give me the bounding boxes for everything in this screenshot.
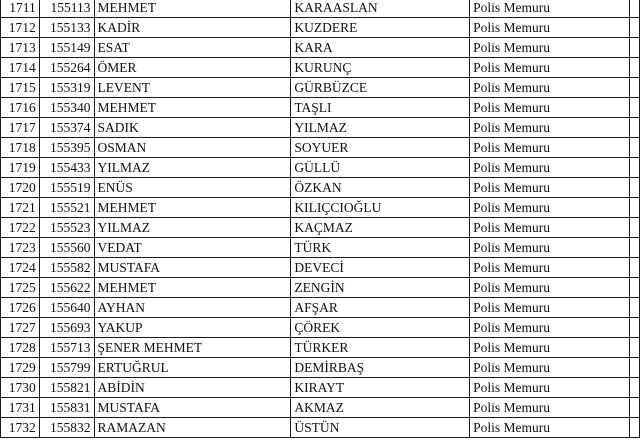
first-name-cell: MEHMET <box>94 98 291 118</box>
last-name-cell: DEMİRBAŞ <box>291 358 470 378</box>
table-row <box>1 118 640 138</box>
position-cell: Polis Memuru <box>470 138 630 158</box>
last-name-cell: ZENGİN <box>291 278 470 298</box>
first-name-cell: ŞENER MEHMET <box>94 338 291 358</box>
row-number-cell: 1728 <box>1 338 40 358</box>
row-number-cell: 1718 <box>1 138 40 158</box>
registry-number-cell: 155640 <box>39 298 94 318</box>
edge-cell <box>630 378 640 398</box>
row-number-cell: 1732 <box>1 418 40 438</box>
edge-cell <box>630 38 640 58</box>
registry-number-cell: 155622 <box>39 278 94 298</box>
first-name-cell: MEHMET <box>94 278 291 298</box>
table-row <box>1 38 640 58</box>
table-row <box>1 258 640 278</box>
registry-number-cell: 155713 <box>39 338 94 358</box>
row-number-cell: 1716 <box>1 98 40 118</box>
table-row <box>1 198 640 218</box>
table-row <box>1 278 640 298</box>
row-number-cell: 1711 <box>1 0 40 18</box>
first-name-cell: ERTUĞRUL <box>94 358 291 378</box>
position-cell: Polis Memuru <box>470 238 630 258</box>
last-name-cell: GÜRBÜZCE <box>291 78 470 98</box>
edge-cell <box>630 138 640 158</box>
table-row <box>1 98 640 118</box>
edge-cell <box>630 278 640 298</box>
registry-number-cell: 155693 <box>39 318 94 338</box>
registry-number-cell: 155832 <box>39 418 94 438</box>
last-name-cell: ÖZKAN <box>291 178 470 198</box>
row-number-cell: 1730 <box>1 378 40 398</box>
table-row <box>1 398 640 418</box>
registry-number-cell: 155113 <box>39 0 94 18</box>
row-number-cell: 1717 <box>1 118 40 138</box>
position-cell: Polis Memuru <box>470 38 630 58</box>
registry-number-cell: 155133 <box>39 18 94 38</box>
edge-cell <box>630 178 640 198</box>
edge-cell <box>630 98 640 118</box>
position-cell: Polis Memuru <box>470 378 630 398</box>
last-name-cell: AKMAZ <box>291 398 470 418</box>
first-name-cell: MEHMET <box>94 0 291 18</box>
last-name-cell: KILIÇCIOĞLU <box>291 198 470 218</box>
first-name-cell: ENÜS <box>94 178 291 198</box>
position-cell: Polis Memuru <box>470 298 630 318</box>
first-name-cell: ABİDİN <box>94 378 291 398</box>
position-cell: Polis Memuru <box>470 0 630 18</box>
last-name-cell: KARAASLAN <box>291 0 470 18</box>
edge-cell <box>630 358 640 378</box>
position-cell: Polis Memuru <box>470 338 630 358</box>
registry-number-cell: 155799 <box>39 358 94 378</box>
position-cell: Polis Memuru <box>470 318 630 338</box>
last-name-cell: SOYUER <box>291 138 470 158</box>
registry-number-cell: 155395 <box>39 138 94 158</box>
edge-cell <box>630 118 640 138</box>
last-name-cell: ÜSTÜN <box>291 418 470 438</box>
row-number-cell: 1713 <box>1 38 40 58</box>
first-name-cell: MEHMET <box>94 198 291 218</box>
position-cell: Polis Memuru <box>470 98 630 118</box>
table-row <box>1 378 640 398</box>
row-number-cell: 1722 <box>1 218 40 238</box>
registry-number-cell: 155831 <box>39 398 94 418</box>
first-name-cell: SADIK <box>94 118 291 138</box>
first-name-cell: VEDAT <box>94 238 291 258</box>
first-name-cell: YILMAZ <box>94 218 291 238</box>
last-name-cell: AFŞAR <box>291 298 470 318</box>
last-name-cell: DEVECİ <box>291 258 470 278</box>
table-row <box>1 298 640 318</box>
first-name-cell: ÖMER <box>94 58 291 78</box>
edge-cell <box>630 58 640 78</box>
last-name-cell: KUZDERE <box>291 18 470 38</box>
row-number-cell: 1721 <box>1 198 40 218</box>
edge-cell <box>630 398 640 418</box>
position-cell: Polis Memuru <box>470 78 630 98</box>
last-name-cell: KAÇMAZ <box>291 218 470 238</box>
row-number-cell: 1714 <box>1 58 40 78</box>
edge-cell <box>630 258 640 278</box>
row-number-cell: 1715 <box>1 78 40 98</box>
table-row <box>1 0 640 18</box>
registry-number-cell: 155521 <box>39 198 94 218</box>
row-number-cell: 1731 <box>1 398 40 418</box>
row-number-cell: 1724 <box>1 258 40 278</box>
table-row <box>1 78 640 98</box>
edge-cell <box>630 238 640 258</box>
registry-number-cell: 155264 <box>39 58 94 78</box>
edge-cell <box>630 318 640 338</box>
row-number-cell: 1720 <box>1 178 40 198</box>
table-row <box>1 338 640 358</box>
first-name-cell: ESAT <box>94 38 291 58</box>
edge-cell <box>630 338 640 358</box>
row-number-cell: 1719 <box>1 158 40 178</box>
first-name-cell: MUSTAFA <box>94 398 291 418</box>
table-row <box>1 158 640 178</box>
table-row <box>1 418 640 438</box>
row-number-cell: 1726 <box>1 298 40 318</box>
position-cell: Polis Memuru <box>470 398 630 418</box>
table-row <box>1 138 640 158</box>
position-cell: Polis Memuru <box>470 418 630 438</box>
registry-number-cell: 155340 <box>39 98 94 118</box>
registry-number-cell: 155523 <box>39 218 94 238</box>
edge-cell <box>630 298 640 318</box>
row-number-cell: 1723 <box>1 238 40 258</box>
table-row <box>1 318 640 338</box>
first-name-cell: KADİR <box>94 18 291 38</box>
registry-number-cell: 155149 <box>39 38 94 58</box>
first-name-cell: AYHAN <box>94 298 291 318</box>
edge-cell <box>630 418 640 438</box>
position-cell: Polis Memuru <box>470 218 630 238</box>
registry-number-cell: 155582 <box>39 258 94 278</box>
registry-number-cell: 155560 <box>39 238 94 258</box>
first-name-cell: LEVENT <box>94 78 291 98</box>
position-cell: Polis Memuru <box>470 198 630 218</box>
table-row <box>1 18 640 38</box>
position-cell: Polis Memuru <box>470 258 630 278</box>
position-cell: Polis Memuru <box>470 178 630 198</box>
last-name-cell: GÜLLÜ <box>291 158 470 178</box>
position-cell: Polis Memuru <box>470 158 630 178</box>
registry-number-cell: 155319 <box>39 78 94 98</box>
row-number-cell: 1712 <box>1 18 40 38</box>
first-name-cell: YAKUP <box>94 318 291 338</box>
last-name-cell: TAŞLI <box>291 98 470 118</box>
edge-cell <box>630 198 640 218</box>
first-name-cell: YILMAZ <box>94 158 291 178</box>
position-cell: Polis Memuru <box>470 358 630 378</box>
first-name-cell: RAMAZAN <box>94 418 291 438</box>
registry-number-cell: 155519 <box>39 178 94 198</box>
table-body <box>1 0 640 438</box>
position-cell: Polis Memuru <box>470 18 630 38</box>
registry-number-cell: 155821 <box>39 378 94 398</box>
last-name-cell: TÜRK <box>291 238 470 258</box>
table-row <box>1 58 640 78</box>
row-number-cell: 1725 <box>1 278 40 298</box>
edge-cell <box>630 218 640 238</box>
position-cell: Polis Memuru <box>470 118 630 138</box>
last-name-cell: KARA <box>291 38 470 58</box>
last-name-cell: KIRAYT <box>291 378 470 398</box>
first-name-cell: MUSTAFA <box>94 258 291 278</box>
edge-cell <box>630 158 640 178</box>
table-row <box>1 218 640 238</box>
edge-cell <box>630 78 640 98</box>
row-number-cell: 1727 <box>1 318 40 338</box>
position-cell: Polis Memuru <box>470 58 630 78</box>
last-name-cell: ÇÖREK <box>291 318 470 338</box>
registry-number-cell: 155374 <box>39 118 94 138</box>
edge-cell <box>630 18 640 38</box>
edge-cell <box>630 0 640 18</box>
row-number-cell: 1729 <box>1 358 40 378</box>
table-row <box>1 238 640 258</box>
last-name-cell: KURUNÇ <box>291 58 470 78</box>
registry-number-cell: 155433 <box>39 158 94 178</box>
table-row <box>1 358 640 378</box>
position-cell: Polis Memuru <box>470 278 630 298</box>
table-row <box>1 178 640 198</box>
last-name-cell: TÜRKER <box>291 338 470 358</box>
last-name-cell: YILMAZ <box>291 118 470 138</box>
first-name-cell: OSMAN <box>94 138 291 158</box>
